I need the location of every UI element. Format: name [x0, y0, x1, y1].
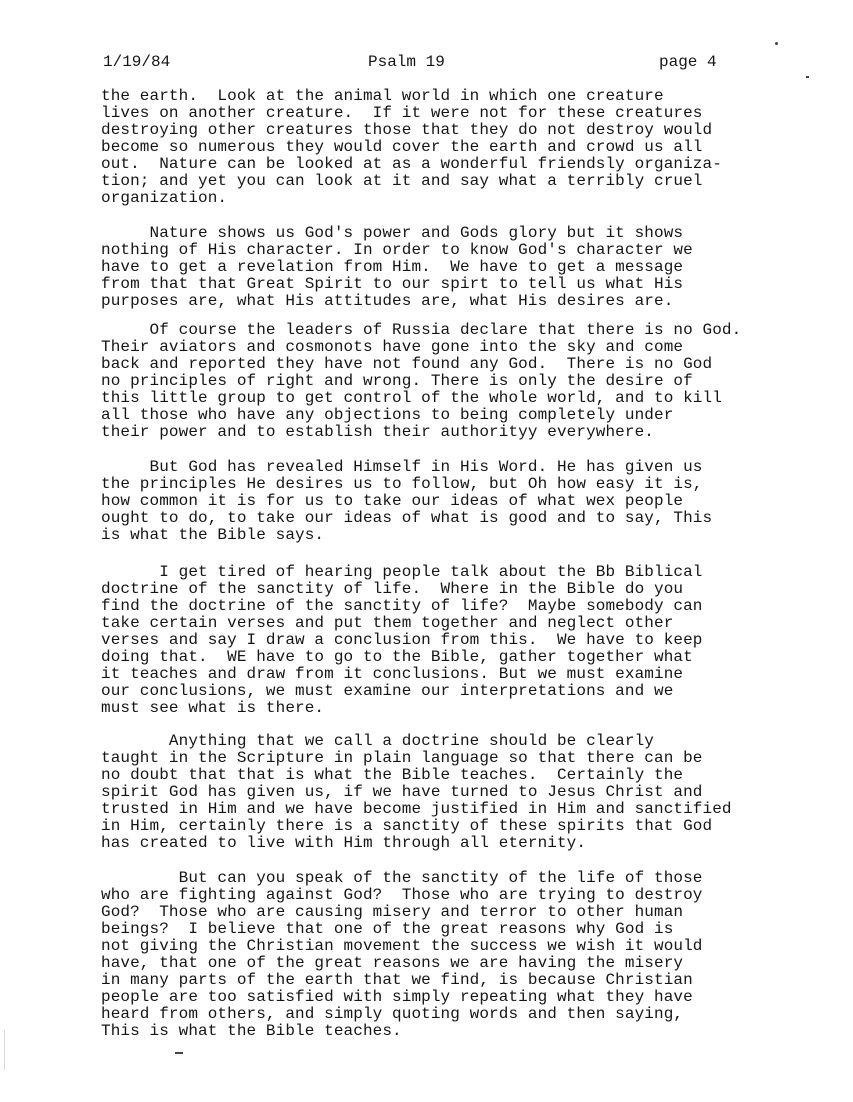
- text-line: all those who have any objections to being completely under: [101, 406, 674, 424]
- paragraph: [101, 88, 722, 207]
- text-line: Of course the leaders of Russia declare that there is no God.: [101, 321, 742, 339]
- text-line: God? Those who are causing misery and terror to other human: [101, 903, 684, 921]
- text-line: our conclusions, we must examine our interpretations and we: [101, 682, 674, 700]
- text-line: their power and to establish their authorityy everywhere.: [101, 423, 654, 441]
- text-line: in Him, certainly there is a sanctity of these spirits that God: [101, 817, 713, 835]
- text-line: from that that Great Spirit to our spirt to tell us what His: [101, 275, 684, 293]
- text-line: this little group to get control of the whole world, and to kill: [101, 389, 722, 407]
- paragraph: [101, 459, 712, 544]
- text-line: have to get a revelation from Him. We have to get a message: [101, 258, 684, 276]
- text-line: doing that. WE have to go to the Bible, gather together what: [101, 648, 693, 666]
- text-line: who are fighting against God? Those who are trying to destroy: [101, 886, 703, 904]
- text-line: has created to live with Him through all eternity.: [101, 834, 587, 852]
- text-line: beings? I believe that one of the great reasons why God is: [101, 920, 674, 938]
- text-line: back and reported they have not found any God. There is no God: [101, 355, 713, 373]
- text-line: Their aviators and cosmonots have gone into the sky and come: [101, 338, 684, 356]
- text-line: Nature shows us God's power and Gods glory but it shows: [101, 224, 684, 242]
- text-line: taught in the Scripture in plain language so that there can be: [101, 749, 703, 767]
- scan-speck: [175, 1052, 183, 1054]
- text-line: heard from others, and simply quoting words and then saying,: [101, 1005, 684, 1023]
- header-date: 1/19/84: [103, 53, 171, 71]
- paragraph: [101, 733, 732, 852]
- text-line: is what the Bible says.: [101, 526, 325, 544]
- text-line: out. Nature can be looked at as a wonderful friendsly organiza-: [101, 155, 722, 173]
- scan-edge-mark: [4, 1030, 5, 1070]
- text-line: ought to do, to take our ideas of what is good and to say, This: [101, 509, 713, 527]
- header-page-number: page 4: [659, 53, 717, 71]
- text-line: nothing of His character. In order to know God's character we: [101, 241, 693, 259]
- text-line: Anything that we call a doctrine should be clearly: [101, 732, 654, 750]
- text-line: the principles He desires us to follow, but Oh how easy it is,: [101, 475, 703, 493]
- text-line: This is what the Bible teaches.: [101, 1022, 402, 1040]
- scan-speck: [806, 76, 809, 78]
- text-line: tion; and yet you can look at it and say what a terribly cruel: [101, 172, 703, 190]
- scan-speck: [775, 42, 778, 45]
- text-line: spirit God has given us, if we have turned to Jesus Christ and: [101, 783, 703, 801]
- text-line: it teaches and draw from it conclusions. But we must examine: [101, 665, 684, 683]
- text-line: organization.: [101, 189, 228, 207]
- paragraph: [101, 225, 693, 310]
- text-line: But can you speak of the sanctity of the life of those: [101, 869, 703, 887]
- text-line: lives on another creature. If it were not for these creatures: [101, 104, 703, 122]
- text-line: not giving the Christian movement the success we wish it would: [101, 937, 703, 955]
- text-line: must see what is there.: [101, 699, 325, 717]
- text-line: in many parts of the earth that we find, is because Christian: [101, 971, 693, 989]
- text-line: trusted in Him and we have become justified in Him and sanctified: [101, 800, 732, 818]
- text-line: people are too satisfied with simply repeating what they have: [101, 988, 693, 1006]
- text-line: how common it is for us to take our ideas of what wex people: [101, 492, 684, 510]
- text-line: no doubt that that is what the Bible teaches. Certainly the: [101, 766, 684, 784]
- header-title: Psalm 19: [368, 53, 445, 71]
- text-line: destroying other creatures those that they do not destroy would: [101, 121, 713, 139]
- paragraph: [101, 870, 703, 1040]
- text-line: But God has revealed Himself in His Word. He has given us: [101, 458, 703, 476]
- text-line: no principles of right and wrong. There is only the desire of: [101, 372, 693, 390]
- text-line: become so numerous they would cover the earth and crowd us all: [101, 138, 703, 156]
- text-line: I get tired of hearing people talk about the Bb Biblical: [101, 563, 703, 581]
- text-line: verses and say I draw a conclusion from this. We have to keep: [101, 631, 703, 649]
- text-line: doctrine of the sanctity of life. Where in the Bible do you: [101, 580, 684, 598]
- text-line: take certain verses and put them together and neglect other: [101, 614, 674, 632]
- text-line: have, that one of the great reasons we are having the misery: [101, 954, 684, 972]
- text-line: the earth. Look at the animal world in which one creature: [101, 87, 664, 105]
- text-line: find the doctrine of the sanctity of life? Maybe somebody can: [101, 597, 703, 615]
- paragraph: [101, 322, 741, 441]
- paragraph: [101, 564, 703, 717]
- text-line: purposes are, what His attitudes are, what His desires are.: [101, 292, 674, 310]
